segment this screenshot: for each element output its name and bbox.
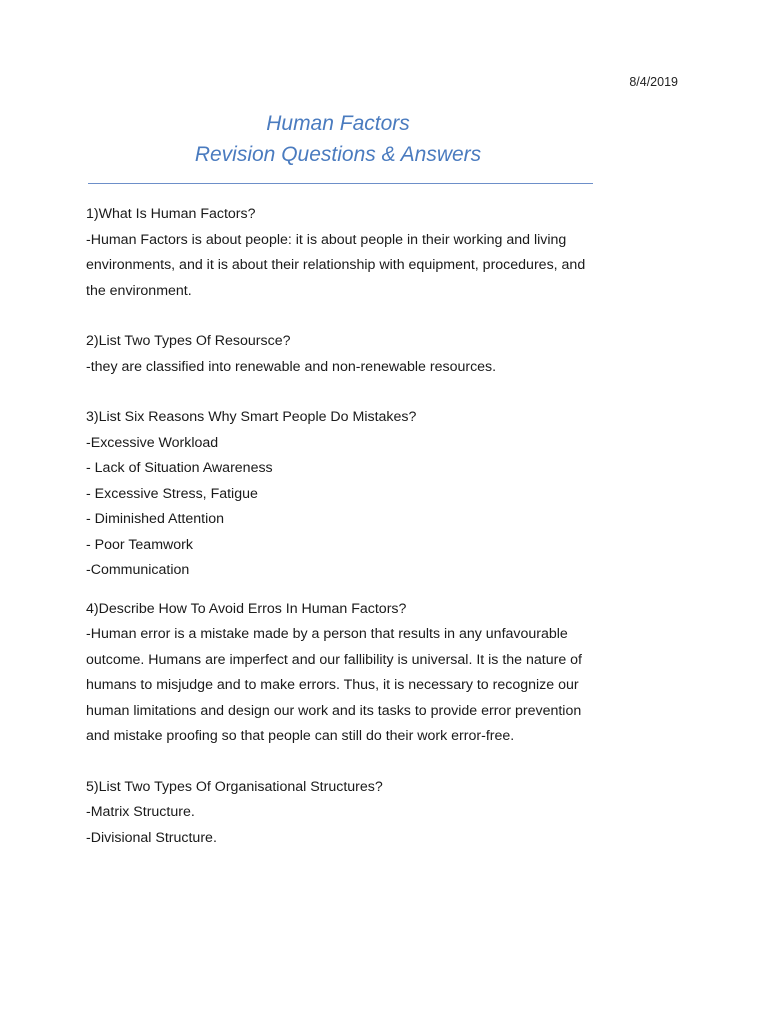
question-2: 2)List Two Types Of Resoursce?	[86, 333, 291, 349]
qa-item-5	[86, 775, 686, 852]
title-line-1: Human Factors	[266, 112, 410, 135]
answer-1-line-1: -Human Factors is about people: it is about people in their working and living	[86, 231, 567, 248]
answer-3-line-2: - Lack of Situation Awareness	[86, 460, 273, 476]
question-3: 3)List Six Reasons Why Smart People Do Mistakes?	[86, 409, 417, 425]
answer-3-line-4: - Diminished Attention	[86, 511, 225, 527]
question-1: 1)What Is Human Factors?	[86, 206, 256, 222]
answer-4-line-1: -Human error is a mistake made by a person that results in any unfavourable	[86, 626, 568, 642]
answer-5-line-2: -Divisional Structure.	[86, 829, 217, 846]
answer-4-line-4: human limitations and design our work and its tasks to provide error prevention	[86, 702, 582, 719]
answer-3-line-3: - Excessive Stress, Fatigue	[86, 485, 258, 502]
question-5: 5)List Two Types Of Organisational Structures?	[86, 778, 383, 795]
qa-item-4	[86, 597, 686, 750]
answer-4-line-3: humans to misjudge and to make errors. Thus, it is necessary to recognize our	[86, 677, 579, 693]
answer-4-line-5: and mistake proofing so that people can still do their work error-free.	[86, 728, 515, 744]
document-title	[88, 108, 588, 170]
title-line-2: Revision Questions & Answers	[194, 143, 482, 166]
answer-1-line-3: the environment.	[86, 282, 192, 299]
answer-2-line-1: -they are classified into renewable and non-renewable resources.	[86, 358, 497, 375]
question-4: 4)Describe How To Avoid Erros In Human Factors?	[86, 600, 407, 617]
qa-item-2	[86, 329, 686, 380]
answer-1-line-2: environments, and it is about their relationship with equipment, procedures, and	[86, 257, 586, 273]
answer-5-line-1: -Matrix Structure.	[86, 804, 195, 820]
qa-item-1	[86, 202, 686, 304]
title-divider	[88, 183, 593, 184]
answer-3-line-1: -Excessive Workload	[86, 434, 219, 451]
answer-3-line-5: - Poor Teamwork	[86, 536, 193, 553]
qa-content	[86, 202, 686, 851]
answer-3-line-6: -Communication	[86, 562, 190, 578]
answer-4-line-2: outcome. Humans are imperfect and our fallibility is universal. It is the nature of	[86, 651, 583, 668]
qa-item-3	[86, 405, 686, 584]
document-date: 8/4/2019	[629, 75, 678, 89]
